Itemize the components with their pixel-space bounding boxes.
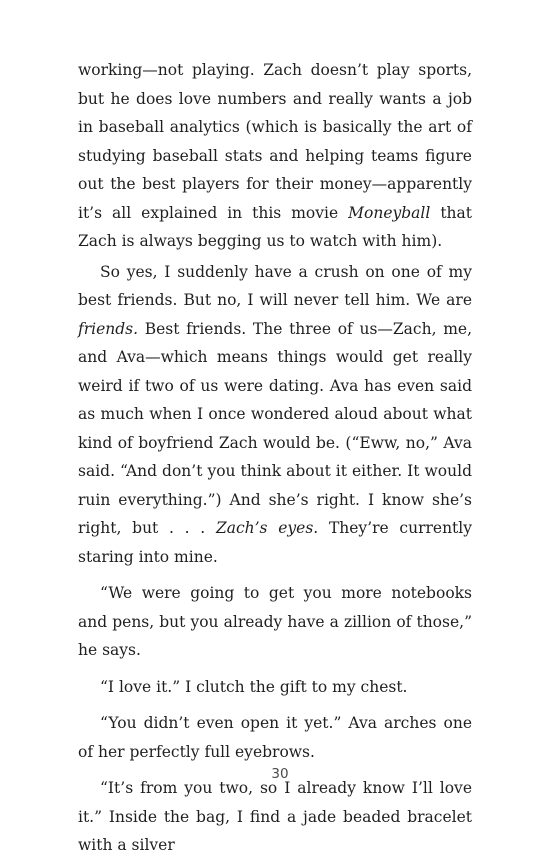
paragraph-2-italic-friends: friends. (78, 319, 139, 338)
page-number: 30 (271, 766, 289, 782)
paragraph-1-text-2: that Zach is always begging us to watch with him). (78, 203, 473, 250)
paragraph-2-text-3: They’re currently staring into mine. (78, 519, 472, 566)
paragraph-4 (78, 673, 472, 702)
paragraph-4-text: “I love it.” I clutch the gift to my chest. (100, 677, 408, 696)
paragraph-5 (78, 709, 472, 766)
paragraph-2-text-1: So yes, I suddenly have a crush on one of my best friends. But no, I will never tell him. We are (78, 262, 472, 309)
paragraph-2-italic-zachs-eyes: Zach’s eyes. (215, 519, 319, 537)
paragraph-6-text: “It’s from you two, so I already know I’ll love it.” Inside the bag, I find a jade beaded bracelet with a silver (78, 779, 472, 854)
paragraph-3-text: “We were going to get you more notebooks and pens, but you already have a zillion of those,” he says. (78, 584, 472, 659)
paragraph-1-italic-moneyball: Moneyball (348, 203, 431, 222)
paragraph-1-text-1: working—not playing. Zach doesn’t play sports, but he does love numbers and really wants a job in baseball analytics (which is basically the art of studying baseball stats and helping teams figure out the best players for their money—apparently it’s all explained in this movie (78, 61, 472, 222)
paragraph-6 (78, 774, 472, 860)
paragraph-1 (78, 56, 472, 256)
paragraph-3 (78, 579, 472, 665)
paragraph-2-text-2: Best friends. The three of us—Zach, me, and Ava—which means things would get really weird if two of us were dating. Ava has even said as much when I once wondered aloud about what kind of boyfriend Zach would be. (“Eww, no,” Ava said. “And don’t you think about it either. It would ruin everything.”) And she’s right. I know she’s right, but . . . (78, 319, 472, 537)
paragraph-2 (78, 258, 472, 572)
paragraph-5-text: “You didn’t even open it yet.” Ava arches one of her perfectly full eyebrows. (78, 714, 472, 761)
page-body (78, 56, 472, 860)
